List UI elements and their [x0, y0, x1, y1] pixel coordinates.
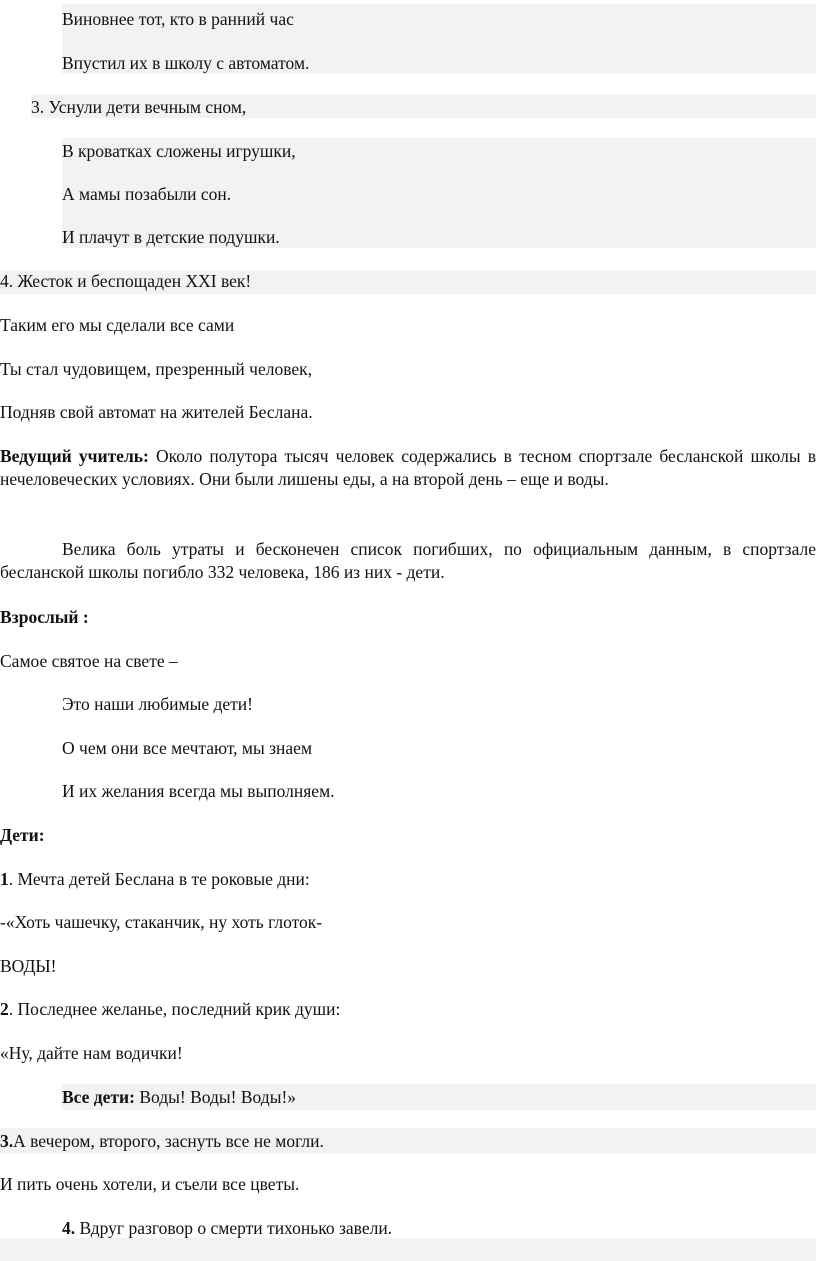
line-number: 1 [0, 869, 9, 889]
speaker-label-text: Взрослый : [0, 607, 89, 627]
verse-text: А вечером, второго, заснуть все не могли. [13, 1131, 324, 1151]
verse-text: Вдруг разговор о смерти тихонько завели. [75, 1218, 393, 1238]
shade-block-7 [0, 1238, 816, 1261]
verse-text: Это наши любимые дети! [62, 694, 254, 714]
verse-line [0, 358, 816, 380]
verse-line [0, 1042, 816, 1064]
verse-text: Ты стал чудовищем, презренный человек, [0, 359, 313, 379]
speaker-label: Все дети: [62, 1087, 135, 1107]
verse-text: . Последнее желанье, последний крик души: [8, 999, 341, 1019]
verse-line [0, 270, 816, 292]
verse-text: Воды! Воды! Воды!» [134, 1087, 297, 1107]
verse-line [0, 52, 816, 74]
verse-text: Виновнее тот, кто в ранний час [62, 9, 294, 29]
verse-text: Самое святое на свете – [0, 651, 178, 671]
verse-text: И их желания всегда мы выполняем. [62, 781, 335, 801]
verse-line [0, 911, 816, 933]
verse-line [0, 1130, 816, 1152]
verse-text: -«Хоть чашечку, стаканчик, ну хоть глоток- [0, 912, 323, 932]
line-number: 4. [62, 1218, 76, 1238]
verse-text: И плачут в детские подушки. [62, 227, 280, 247]
verse-text: 4. Жесток и беспощаден XXI век! [0, 271, 252, 291]
verse-line [0, 226, 816, 248]
paragraph-text: Велика боль утраты и бесконечен список погибших, по официальным данным, в спортзале бесланской школы погибло 332 человека, 186 из них - дети. [0, 539, 816, 582]
verse-text: ВОДЫ! [0, 956, 57, 976]
verse-line [0, 955, 816, 977]
verse-text: В кроватках сложены игрушки, [62, 141, 296, 161]
speaker-label [0, 606, 816, 628]
line-number: 2 [0, 999, 9, 1019]
verse-line [0, 1086, 816, 1108]
verse-line [0, 693, 816, 715]
verse-line [0, 1173, 816, 1195]
verse-line [0, 737, 816, 759]
verse-line [0, 8, 816, 30]
verse-line [0, 96, 816, 118]
paragraph-text: Около полутора тысяч человек содержались в тесном спортзале бесланской школы в нечеловеческих условиях. Они были лишены еды, а на второй день – еще и воды. [0, 446, 816, 489]
verse-text: . Мечта детей Беслана в те роковые дни: [8, 869, 310, 889]
speaker-label: Ведущий учитель: [0, 446, 149, 466]
verse-line [0, 650, 816, 672]
verse-text: А мамы позабыли сон. [62, 184, 232, 204]
verse-text: 3. Уснули дети вечным сном, [31, 97, 247, 117]
verse-line [0, 401, 816, 423]
verse-text: «Ну, дайте нам водички! [0, 1043, 183, 1063]
verse-text: Таким его мы сделали все сами [0, 315, 235, 335]
verse-text: О чем они все мечтают, мы знаем [62, 738, 313, 758]
verse-line [0, 868, 816, 890]
verse-line [0, 183, 816, 205]
speaker-label [0, 824, 816, 846]
verse-line [0, 140, 816, 162]
verse-line [0, 780, 816, 802]
verse-line [0, 1217, 816, 1239]
verse-text: И пить очень хотели, и съели все цветы. [0, 1174, 300, 1194]
speaker-label-text: Дети: [0, 825, 45, 845]
verse-line [0, 314, 816, 336]
verse-text: Впустил их в школу с автоматом. [62, 53, 310, 73]
verse-text: Подняв свой автомат на жителей Беслана. [0, 402, 313, 422]
casualties-paragraph [0, 538, 816, 584]
teacher-paragraph [0, 445, 816, 491]
line-number: 3. [0, 1131, 14, 1151]
verse-line [0, 998, 816, 1020]
